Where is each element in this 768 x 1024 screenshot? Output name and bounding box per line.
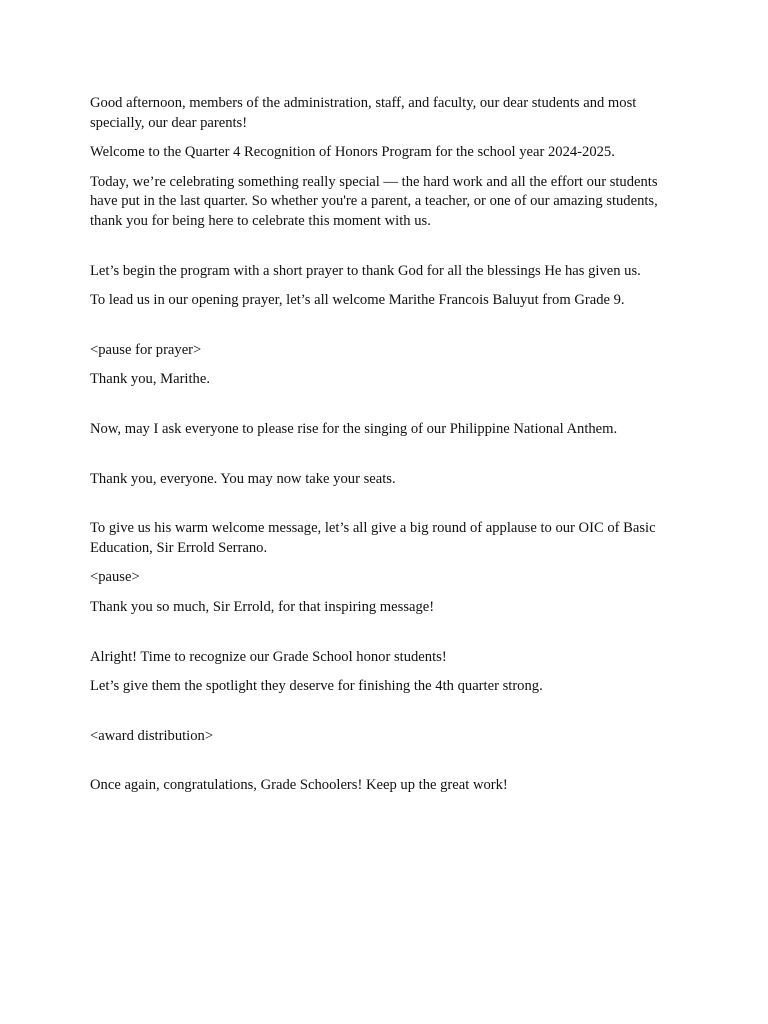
- paragraph-thanks-marithe: Thank you, Marithe.: [90, 371, 210, 388]
- paragraph-spotlight: Let’s give them the spotlight they deserve for finishing the 4th quarter strong.: [90, 678, 543, 695]
- document-body: [90, 94, 682, 806]
- paragraph-celebration: Today, we’re celebrating something really special — the hard work and all the effort our students have put in the last quarter. So whether you're a parent, a teacher, or one of our amazing students, thank you for being here to celebrate this moment with us.: [90, 173, 658, 229]
- paragraph-prayer-intro: Let’s begin the program with a short prayer to thank God for all the blessings He has given us.: [90, 262, 641, 279]
- paragraph-greeting: Good afternoon, members of the administration, staff, and faculty, our dear students and most specially, our dear parents!: [90, 95, 637, 131]
- paragraph-prayer-leader: To lead us in our opening prayer, let’s all welcome Marithe Francois Baluyut from Grade 9.: [90, 292, 625, 309]
- paragraph-recognize-honors: Alright! Time to recognize our Grade School honor students!: [90, 648, 447, 665]
- cue-pause: <pause>: [90, 569, 140, 586]
- paragraph-welcome: Welcome to the Quarter 4 Recognition of Honors Program for the school year 2024-2025.: [90, 144, 615, 161]
- paragraph-welcome-message: To give us his warm welcome message, let’s all give a big round of applause to our OIC of Basic Education, Sir Errold Serrano.: [90, 520, 656, 556]
- paragraph-anthem: Now, may I ask everyone to please rise for the singing of our Philippine National Anthem.: [90, 420, 618, 437]
- paragraph-thanks-errold: Thank you so much, Sir Errold, for that inspiring message!: [90, 598, 435, 615]
- paragraph-take-seats: Thank you, everyone. You may now take your seats.: [90, 470, 396, 487]
- cue-award-distribution: <award distribution>: [90, 727, 214, 744]
- paragraph-congratulations: Once again, congratulations, Grade Schoolers! Keep up the great work!: [90, 777, 508, 794]
- cue-pause-for-prayer: <pause for prayer>: [90, 341, 202, 358]
